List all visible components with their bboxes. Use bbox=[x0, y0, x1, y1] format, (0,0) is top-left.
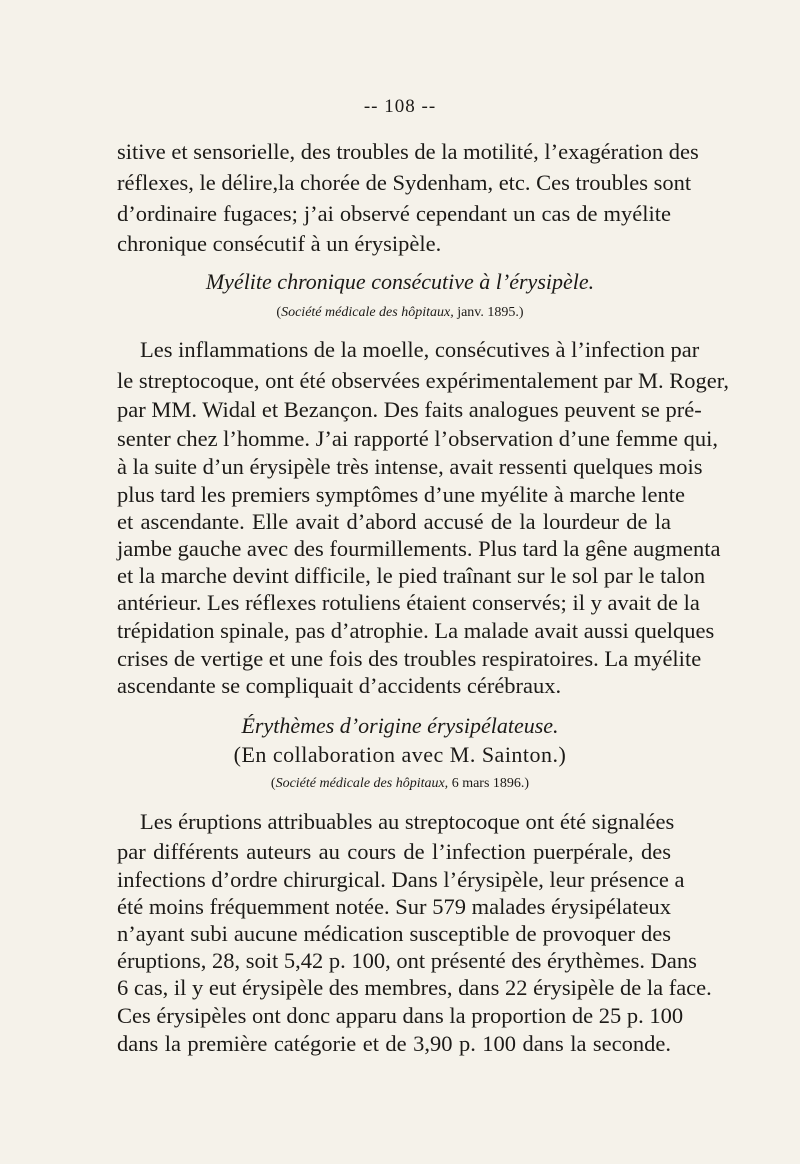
paragraph-line: sitive et sensorielle, des troubles de la motilité, l’exagération des bbox=[117, 139, 699, 164]
paragraph-line: infections d’ordre chirurgical. Dans l’érysipèle, leur présence a bbox=[117, 867, 685, 892]
paragraph-line: senter chez l’homme. J’ai rapporté l’observation d’une femme qui, bbox=[117, 426, 719, 451]
paragraph-line: et la marche devint difficile, le pied traînant sur le sol par le talon bbox=[117, 563, 706, 588]
paragraph-line: éruptions, 28, soit 5,42 p. 100, ont présenté des érythèmes. Dans bbox=[117, 948, 697, 973]
paragraph-line: Les inflammations de la moelle, consécutives à l’infection par bbox=[140, 337, 700, 362]
section-title: Érythèmes d’origine érysipélateuse. bbox=[241, 713, 559, 738]
paragraph-line: d’ordinaire fugaces; j’ai observé cependant un cas de myélite bbox=[117, 201, 671, 226]
section-source: (Société médicale des hôpitaux, janv. 1895.) bbox=[276, 305, 524, 320]
paragraph-line: ascendante se compliquait d’accidents cérébraux. bbox=[117, 673, 562, 698]
paragraph-line: jambe gauche avec des fourmillements. Plus tard la gêne augmenta bbox=[117, 536, 721, 561]
paragraph-line: chronique consécutif à un érysipèle. bbox=[117, 231, 442, 256]
paragraph-line: Les éruptions attribuables au streptocoque ont été signalées bbox=[140, 809, 675, 834]
paragraph-line: plus tard les premiers symptômes d’une myélite à marche lente bbox=[117, 482, 685, 507]
paragraph-line: trépidation spinale, pas d’atrophie. La malade avait aussi quelques bbox=[117, 618, 715, 643]
paragraph-line: le streptocoque, ont été observées expérimentalement par M. Roger, bbox=[117, 368, 730, 393]
source-society: Société médicale des hôpitaux, bbox=[281, 305, 454, 320]
paragraph-line: par différents auteurs au cours de l’infection puerpérale, des bbox=[117, 839, 671, 864]
paragraph-line: crises de vertige et une fois des troubles respiratoires. La myélite bbox=[117, 646, 702, 671]
paragraph-line: 6 cas, il y eut érysipèle des membres, dans 22 érysipèle de la face. bbox=[117, 975, 712, 1000]
paragraph-line: réflexes, le délire,la chorée de Sydenham, etc. Ces troubles sont bbox=[117, 170, 692, 195]
section-source: (Société médicale des hôpitaux, 6 mars 1896.) bbox=[270, 776, 530, 791]
paragraph-line: n’ayant subi aucune médication susceptible de provoquer des bbox=[117, 921, 671, 946]
paragraph-line: antérieur. Les réflexes rotuliens étaient conservés; il y avait de la bbox=[117, 590, 700, 615]
paragraph-line: à la suite d’un érysipèle très intense, avait ressenti quelques mois bbox=[117, 454, 703, 479]
paragraph-line: et ascendante. Elle avait d’abord accusé de la lourdeur de la bbox=[117, 509, 671, 534]
paragraph-line: dans la première catégorie et de 3,90 p. 100 dans la seconde. bbox=[117, 1031, 671, 1056]
source-date: janv. 1895. bbox=[457, 305, 519, 320]
source-date: 6 mars 1896. bbox=[451, 776, 525, 791]
paragraph-line: par MM. Widal et Bezançon. Des faits analogues peuvent se pré- bbox=[117, 397, 702, 422]
section-title: Myélite chronique consécutive à l’érysipèle. bbox=[205, 269, 595, 294]
section-subtitle: (En collaboration avec M. Sainton.) bbox=[233, 742, 567, 767]
paragraph-line: été moins fréquemment notée. Sur 579 malades érysipélateux bbox=[117, 894, 671, 919]
source-society: Société médicale des hôpitaux, bbox=[275, 776, 449, 791]
paragraph-line: Ces érysipèles ont donc apparu dans la proportion de 25 p. 100 bbox=[117, 1003, 684, 1028]
page-number: -- 108 -- bbox=[363, 96, 437, 117]
